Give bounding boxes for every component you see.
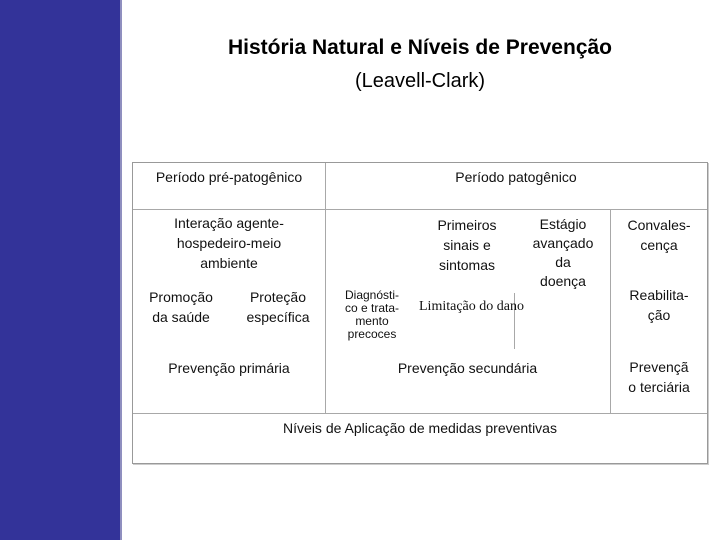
row-divider [133,209,707,210]
health-promotion: Promoção da saúde [149,289,213,325]
early-diagnosis-treatment: Diagnósti- co e trata- mento precoces [344,288,400,341]
prevention-levels-table [132,162,708,464]
tertiary-prevention: Prevençã o terciária [628,359,690,395]
row-divider [133,413,707,414]
damage-limitation: Limitação do dano [419,299,524,314]
agent-host-environment-interaction: Interação agente- hospedeiro-meio ambiente [174,215,284,271]
slide-subtitle: (Leavell-Clark) [354,70,486,92]
application-levels-footer: Níveis de Aplicação de medidas preventivas [283,420,557,436]
specific-protection: Proteção específica [246,289,310,325]
left-accent-bar [0,0,120,540]
convalescence: Convales- cença [627,217,691,253]
rehabilitation: Reabilita- ção [629,287,689,323]
period-prepathogenic: Período pré-patogênico [155,169,303,185]
slide-title: História Natural e Níveis de Prevenção [228,36,612,59]
primary-prevention: Prevenção primária [168,360,290,376]
secondary-prevention: Prevenção secundária [397,360,538,376]
first-signs-symptoms: Primeiros sinais e sintomas [437,217,497,273]
period-pathogenic: Período patogênico [455,169,577,185]
advanced-disease-stage: Estágio avançado da doença [532,216,594,289]
